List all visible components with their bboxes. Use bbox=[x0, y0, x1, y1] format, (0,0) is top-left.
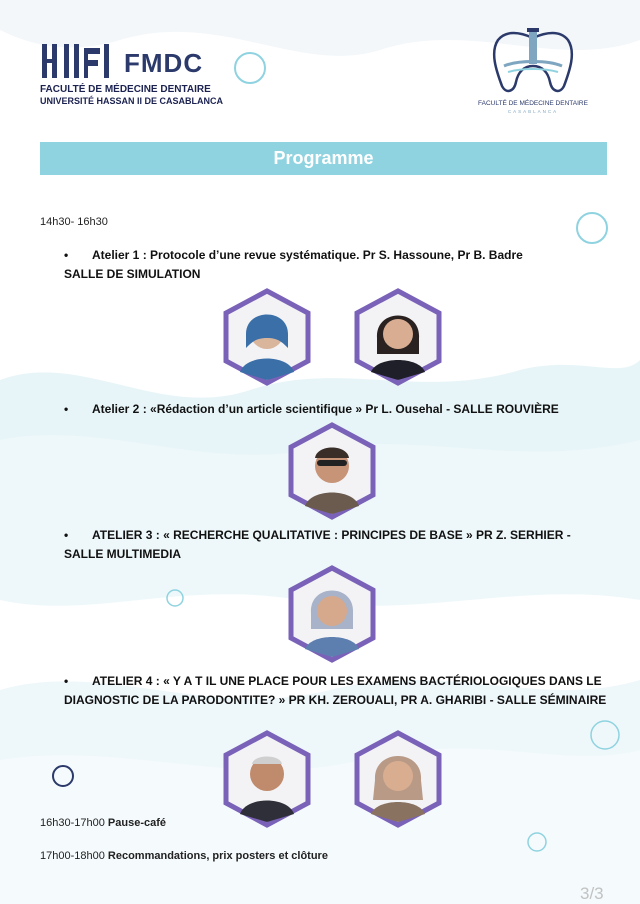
page-title: Programme bbox=[273, 148, 374, 168]
atelier-1-room: SALLE DE SIMULATION bbox=[64, 267, 201, 281]
fmdc-logo bbox=[40, 42, 224, 112]
speaker-photo bbox=[287, 565, 377, 663]
schedule-row-break bbox=[40, 817, 166, 829]
schedule-time: 17h00-18h00 bbox=[40, 850, 108, 862]
right-logo-caption: FACULTÉ DE MÉDECINE DENTAIRE bbox=[478, 100, 588, 107]
bullet: • bbox=[64, 248, 69, 262]
atelier-3 bbox=[64, 526, 571, 564]
university-emblem-icon bbox=[40, 42, 112, 82]
atelier-2-title: Atelier 2 : «Rédaction d’un article scientifique » Pr L. Ousehal - SALLE ROUVIÈRE bbox=[92, 402, 559, 416]
programme-banner bbox=[40, 142, 607, 175]
schedule-row-closing bbox=[40, 850, 328, 862]
right-logo-city: CASABLANCA bbox=[507, 109, 559, 114]
atelier-1 bbox=[64, 246, 523, 284]
schedule-label: Pause-café bbox=[107, 817, 166, 829]
tooth-mosque-icon bbox=[478, 26, 588, 98]
page-number: 3/3 bbox=[580, 884, 604, 903]
session-time: 14h30- 16h30 bbox=[40, 216, 108, 228]
atelier-2 bbox=[64, 400, 559, 419]
logo-faculty-name: FACULTÉ DE MÉDECINE DENTAIRE bbox=[40, 84, 211, 95]
atelier-4-detail: DIAGNOSTIC DE LA PARODONTITE? » PR KH. ZEROUALI, PR A. GHARIBI - SALLE SÉMINAIRE bbox=[64, 693, 607, 707]
atelier-3-title: ATELIER 3 : « RECHERCHE QUALITATIVE : PRINCIPES DE BASE » PR Z. SERHIER - bbox=[92, 528, 571, 542]
bullet: • bbox=[64, 674, 69, 688]
atelier-4 bbox=[64, 672, 606, 710]
bullet: • bbox=[64, 528, 69, 542]
speaker-photo bbox=[353, 730, 443, 828]
faculty-tooth-logo bbox=[478, 26, 588, 121]
atelier-1-title: Atelier 1 : Protocole d’une revue systématique. Pr S. Hassoune, Pr B. Badre bbox=[92, 248, 523, 262]
logo-university-name: UNIVERSITÉ HASSAN II DE CASABLANCA bbox=[40, 96, 224, 106]
atelier-4-title: ATELIER 4 : « Y A T IL UNE PLACE POUR LES EXAMENS BACTÉRIOLOGIQUES DANS LE bbox=[92, 674, 602, 688]
speaker-photo bbox=[222, 288, 312, 386]
schedule-time: 16h30-17h00 bbox=[40, 817, 108, 829]
speaker-photo bbox=[222, 730, 312, 828]
bullet: • bbox=[64, 402, 69, 416]
logo-abbreviation: FMDC bbox=[124, 48, 204, 78]
atelier-3-room: SALLE MULTIMEDIA bbox=[64, 547, 182, 561]
schedule-label: Recommandations, prix posters et clôture bbox=[107, 850, 328, 862]
speaker-photo bbox=[287, 422, 377, 520]
speaker-photo bbox=[353, 288, 443, 386]
